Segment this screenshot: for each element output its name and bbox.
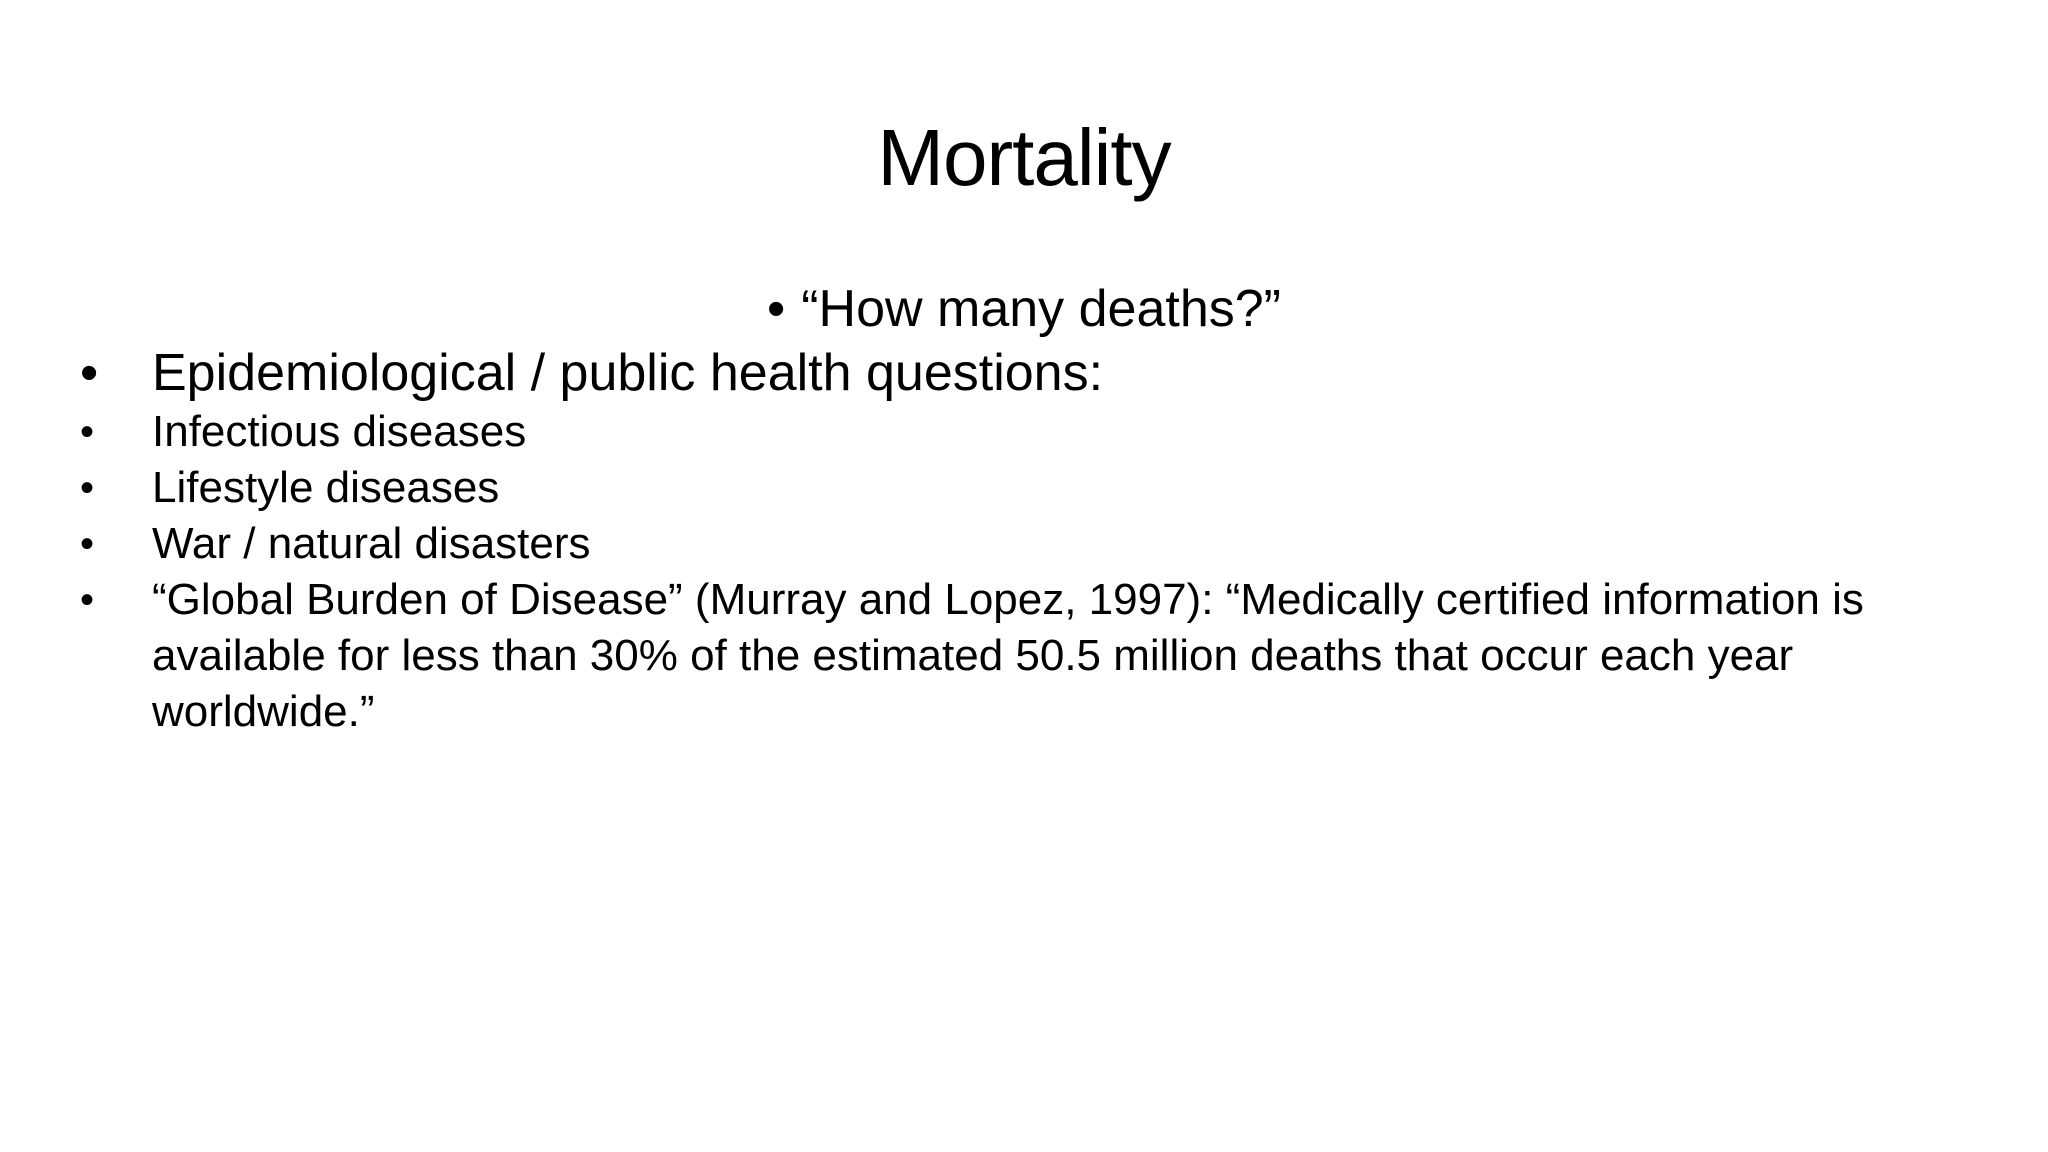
list-item bbox=[80, 460, 1980, 516]
list-item-quote bbox=[80, 572, 1980, 740]
centered-bullet-text: “How many deaths?” bbox=[801, 280, 1281, 338]
bullet-dot: • bbox=[80, 522, 95, 566]
bullet-dot: • bbox=[80, 578, 95, 622]
list-item bbox=[80, 404, 1980, 460]
list-item bbox=[80, 516, 1980, 572]
list-item-main bbox=[80, 342, 1980, 404]
bullet-dot: • bbox=[80, 344, 99, 402]
list-item-text: Lifestyle diseases bbox=[152, 463, 500, 512]
bullet-dot: • bbox=[80, 410, 95, 454]
bullet-dot: • bbox=[80, 466, 95, 510]
centered-bullet bbox=[0, 278, 2048, 340]
bullet-dot: • bbox=[767, 280, 786, 338]
list-item-text: Infectious diseases bbox=[152, 407, 527, 456]
bullet-list bbox=[80, 342, 1980, 740]
list-item-text: Epidemiological / public health questions: bbox=[152, 344, 1104, 402]
list-item-text: War / natural disasters bbox=[152, 519, 591, 568]
slide-title: Mortality bbox=[877, 113, 1171, 202]
list-item-text: “Global Burden of Disease” (Murray and Lopez, 1997): “Medically certified information is available for less than 30% of the estimated 50.5 million deaths that occur each year worldwide.” bbox=[152, 575, 1864, 736]
